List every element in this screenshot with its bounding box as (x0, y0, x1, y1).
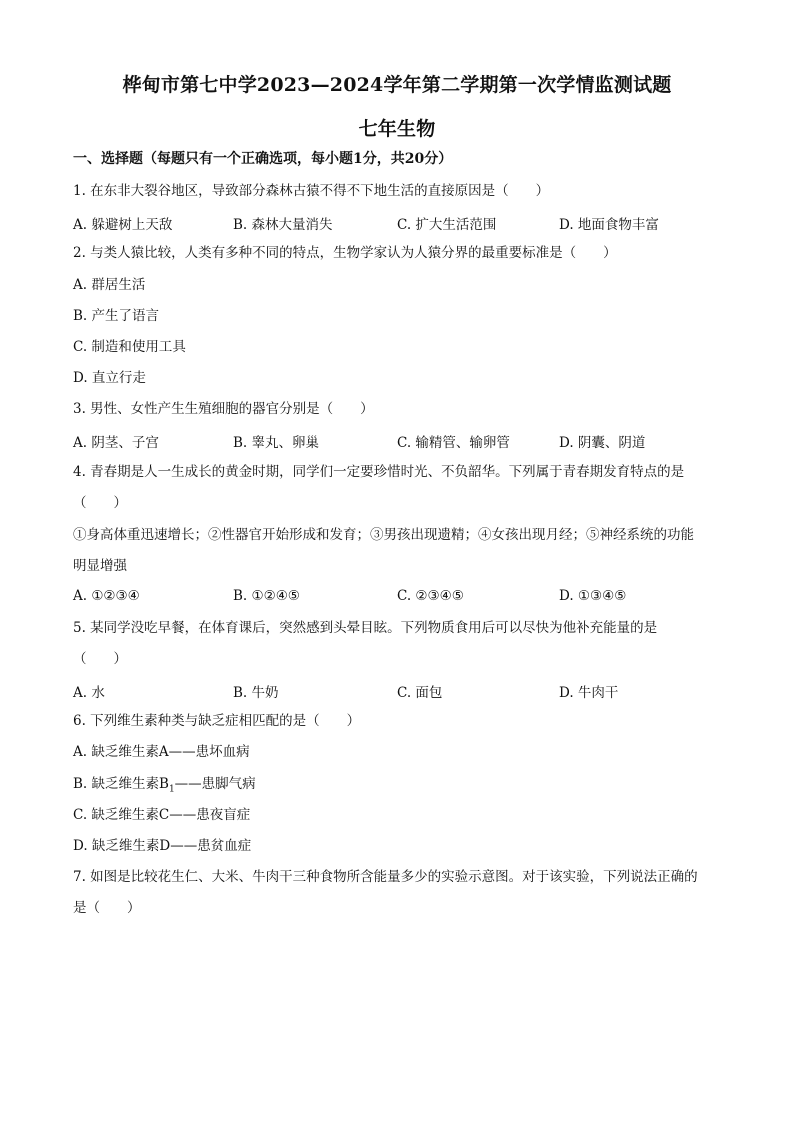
q6-option-b-subscript: 1 (168, 784, 175, 795)
question-5-stem-cont: （ ） (73, 651, 127, 667)
q4-option-c: C. ②③④⑤ (397, 588, 464, 604)
q4-option-d: D. ①③④⑤ (559, 588, 627, 604)
q3-option-b: B. 睾丸、卵巢 (233, 435, 320, 451)
q6-option-a: A. 缺乏维生素A——患坏血病 (73, 744, 250, 760)
question-4-info: ①身高体重迅速增长；②性器官开始形成和发育；③男孩出现遗精；④女孩出现月经；⑤神经系统的功能 (73, 527, 694, 543)
q6-option-b-tail: ——患脚气病 (174, 776, 256, 792)
q3-option-d: D. 阴囊、阴道 (559, 435, 646, 451)
q5-option-c: C. 面包 (397, 685, 443, 701)
q3-option-c: C. 输精管、输卵管 (397, 435, 510, 451)
q1-option-d: D. 地面食物丰富 (559, 217, 659, 233)
question-5-stem: 5. 某同学没吃早餐，在体育课后，突然感到头晕目眩。下列物质食用后可以尽快为他补充能量的是 (73, 620, 658, 636)
q1-option-a: A. 躲避树上天敌 (73, 217, 173, 233)
q4-option-b: B. ①②④⑤ (233, 588, 300, 604)
question-5-options (73, 681, 733, 699)
q5-option-d: D. 牛肉干 (559, 685, 619, 701)
q1-option-c: C. 扩大生活范围 (397, 217, 497, 233)
exam-subject: 七年生物 (358, 118, 436, 140)
exam-title: 桦甸市第七中学2023—2024学年第二学期第一次学情监测试题 (122, 74, 672, 96)
q3-option-a: A. 阴茎、子宫 (73, 435, 159, 451)
q1-option-b: B. 森林大量消失 (233, 217, 333, 233)
q5-option-a: A. 水 (73, 685, 105, 701)
q2-option-c: C. 制造和使用工具 (73, 339, 186, 355)
question-4-info-cont: 明显增强 (73, 558, 127, 574)
question-2-stem: 2. 与类人猿比较，人类有多种不同的特点，生物学家认为人猿分界的最重要标准是（ ） (73, 245, 617, 261)
question-3-options (73, 431, 733, 449)
question-7-stem-cont: 是（ ） (73, 900, 141, 916)
question-3-stem: 3. 男性、女性产生生殖细胞的器官分别是（ ） (73, 401, 374, 417)
q6-option-b-text: B. 缺乏维生素B (73, 776, 169, 792)
q5-option-b: B. 牛奶 (233, 685, 279, 701)
section-heading: 一、选择题（每题只有一个正确选项，每小题1分，共20分） (73, 151, 453, 167)
q2-option-a: A. 群居生活 (73, 277, 146, 293)
question-4-stem-cont: （ ） (73, 495, 127, 511)
q6-option-b (73, 775, 256, 799)
question-7-stem: 7. 如图是比较花生仁、大米、牛肉干三种食物所含能量多少的实验示意图。对于该实验，下列说法正确的 (73, 869, 698, 885)
question-4-stem: 4. 青春期是人一生成长的黄金时期，同学们一定要珍惜时光、不负韶华。下列属于青春期发育特点的是 (73, 464, 685, 480)
q6-option-d: D. 缺乏维生素D——患贫血症 (73, 838, 252, 854)
question-1-stem: 1. 在东非大裂谷地区，导致部分森林古猿不得不下地生活的直接原因是（ ） (73, 183, 550, 199)
q2-option-b: B. 产生了语言 (73, 308, 160, 324)
q4-option-a: A. ①②③④ (73, 588, 140, 604)
q6-option-c: C. 缺乏维生素C——患夜盲症 (73, 807, 251, 823)
question-6-stem: 6. 下列维生素种类与缺乏症相匹配的是（ ） (73, 713, 361, 729)
q2-option-d: D. 直立行走 (73, 370, 146, 386)
question-4-options (73, 588, 733, 606)
question-1-options (73, 213, 733, 231)
